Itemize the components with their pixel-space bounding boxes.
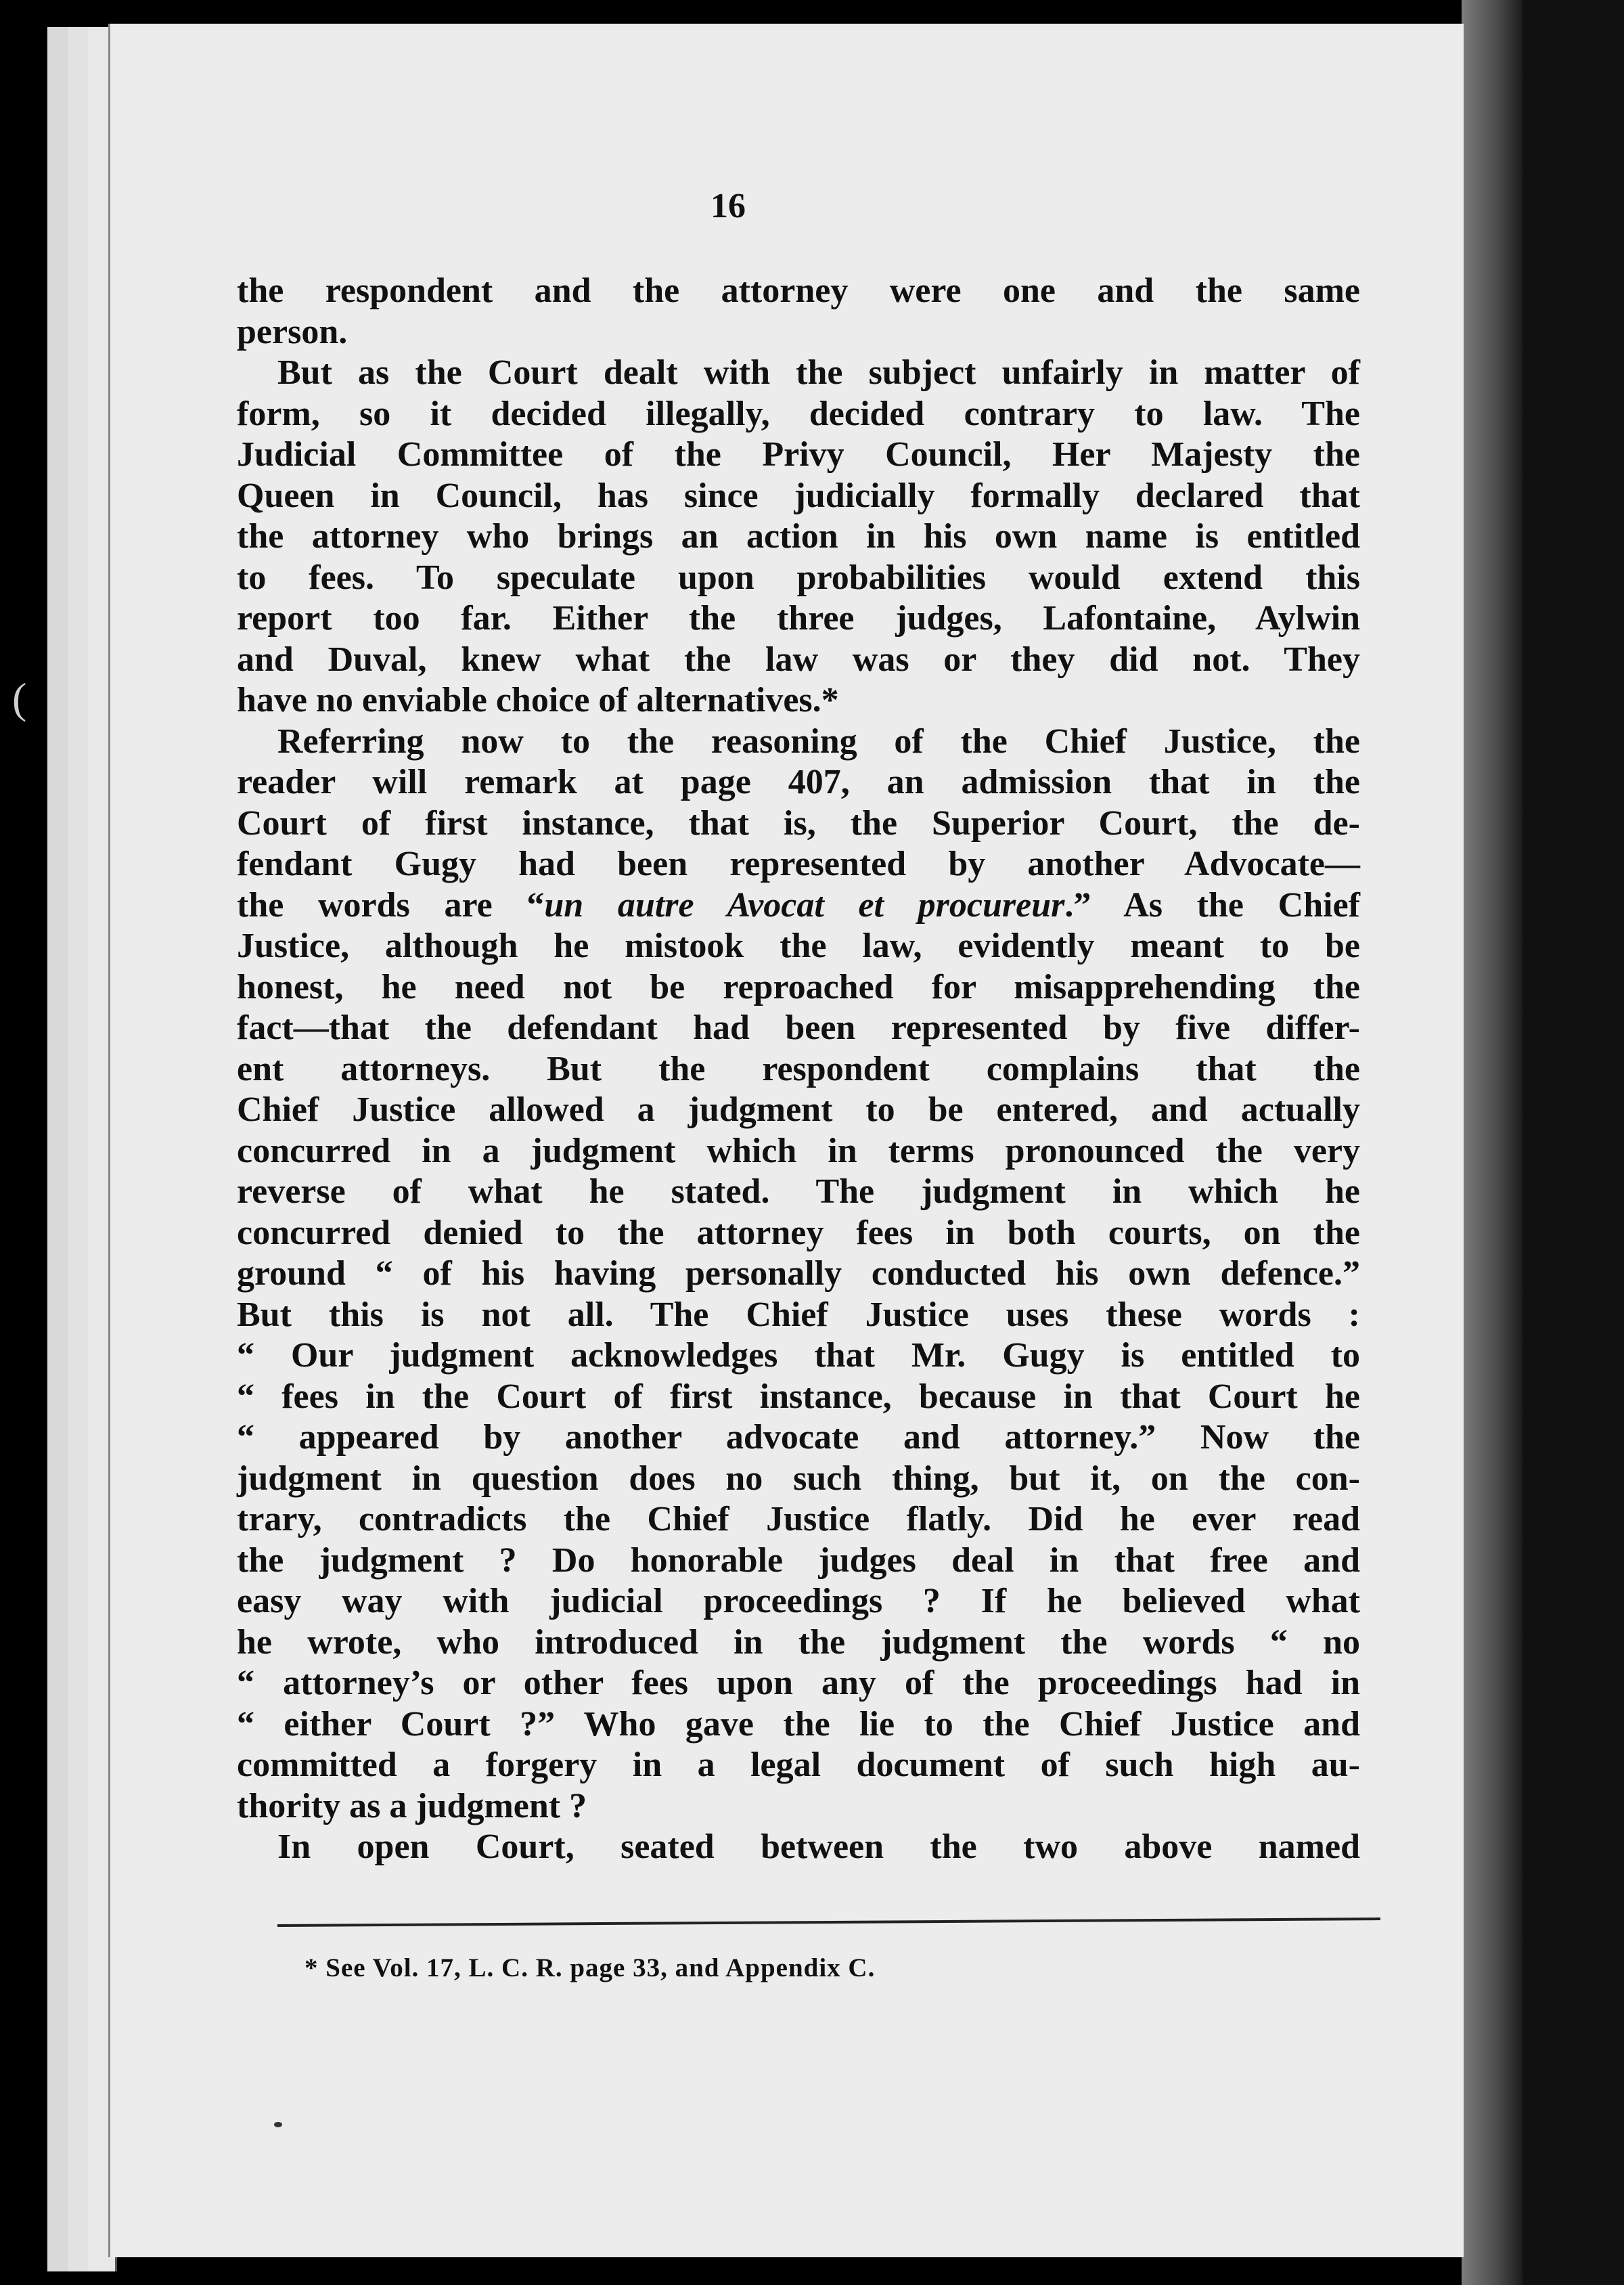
- text-line: “ fees in the Court of first instance, because in that Court he: [237, 1377, 1360, 1416]
- text-line: “ appeared by another advocate and attorney.” Now the: [237, 1418, 1360, 1457]
- page-number: 16: [710, 187, 746, 225]
- text-line: form, so it decided illegally, decided contrary to law. The: [237, 394, 1360, 433]
- text-line: “ Our judgment acknowledges that Mr. Gugy is entitled to: [237, 1336, 1360, 1375]
- text-line: have no enviable choice of alternatives.*: [237, 681, 839, 719]
- text-line: judgment in question does no such thing, but it, on the con-: [237, 1459, 1360, 1498]
- text-line: person.: [237, 312, 348, 351]
- text-line: Court of first instance, that is, the Superior Court, the de-: [237, 803, 1360, 843]
- text-segment: the words are “: [237, 885, 545, 925]
- body-text: [237, 271, 1360, 1868]
- text-line: the judgment ? Do honorable judges deal in that free and: [237, 1540, 1360, 1580]
- text-line: fact—that the defendant had been represented by five differ-: [237, 1008, 1360, 1047]
- text-line: easy way with judicial proceedings ? If he believed what: [237, 1582, 1360, 1620]
- text-line: Judicial Committee of the Privy Council, Her Majesty the: [237, 435, 1360, 474]
- text-line: thority as a judgment ?: [237, 1786, 587, 1825]
- text-line: Chief Justice allowed a judgment to be entered, and actually: [237, 1090, 1360, 1129]
- text-line: Queen in Council, has since judicially formally declared that: [237, 476, 1360, 515]
- text-line: ent attorneys. But the respondent complains that the: [237, 1049, 1360, 1088]
- text-line: But as the Court dealt with the subject unfairly in matter of: [277, 353, 1360, 392]
- text-line: trary, contradicts the Chief Justice flatly. Did he ever read: [237, 1500, 1360, 1538]
- text-line: [237, 885, 1360, 927]
- italic-quote: un autre Avocat et procureur: [544, 885, 1065, 925]
- text-line: reader will remark at page 407, an admission that in the: [237, 763, 1360, 801]
- text-line: “ attorney’s or other fees upon any of the proceedings had in: [237, 1664, 1360, 1702]
- text-line: the respondent and the attorney were one and the same: [237, 271, 1360, 310]
- text-line: report too far. Either the three judges, Lafontaine, Aylwin: [237, 599, 1360, 638]
- ink-speck: [274, 2122, 282, 2127]
- page-fold: [1462, 0, 1522, 2285]
- text-line: concurred denied to the attorney fees in both courts, on the: [237, 1213, 1360, 1252]
- text-line: ground “ of his having personally conducted his own defence.”: [237, 1254, 1360, 1293]
- text-line: In open Court, seated between the two above named: [277, 1827, 1360, 1866]
- stray-mark: (: [12, 674, 27, 722]
- text-line: he wrote, who introduced in the judgment the words “ no: [237, 1622, 1360, 1662]
- text-line: “ either Court ?” Who gave the lie to the Chief Justice and: [237, 1704, 1360, 1744]
- text-line: and Duval, knew what the law was or they did not. They: [237, 640, 1360, 679]
- text-line: to fees. To speculate upon probabilities would extend this: [237, 558, 1360, 597]
- text-line: But this is not all. The Chief Justice uses these words :: [237, 1295, 1360, 1334]
- text-line: reverse of what he stated. The judgment in which he: [237, 1172, 1360, 1211]
- text-segment: .” As the Chief: [1064, 885, 1360, 925]
- text-line: Justice, although he mistook the law, evidently meant to be: [237, 927, 1360, 965]
- footnote: * See Vol. 17, L. C. R. page 33, and Appendix C.: [304, 1953, 876, 1982]
- text-line: committed a forgery in a legal document of such high au-: [237, 1746, 1360, 1784]
- text-line: honest, he need not be reproached for misapprehending the: [237, 967, 1360, 1006]
- text-line: concurred in a judgment which in terms pronounced the very: [237, 1131, 1360, 1170]
- text-line: Referring now to the reasoning of the Chief Justice, the: [277, 722, 1360, 761]
- text-line: fendant Gugy had been represented by another Advocate—: [237, 845, 1360, 883]
- text-line: the attorney who brings an action in his own name is entitled: [237, 517, 1360, 556]
